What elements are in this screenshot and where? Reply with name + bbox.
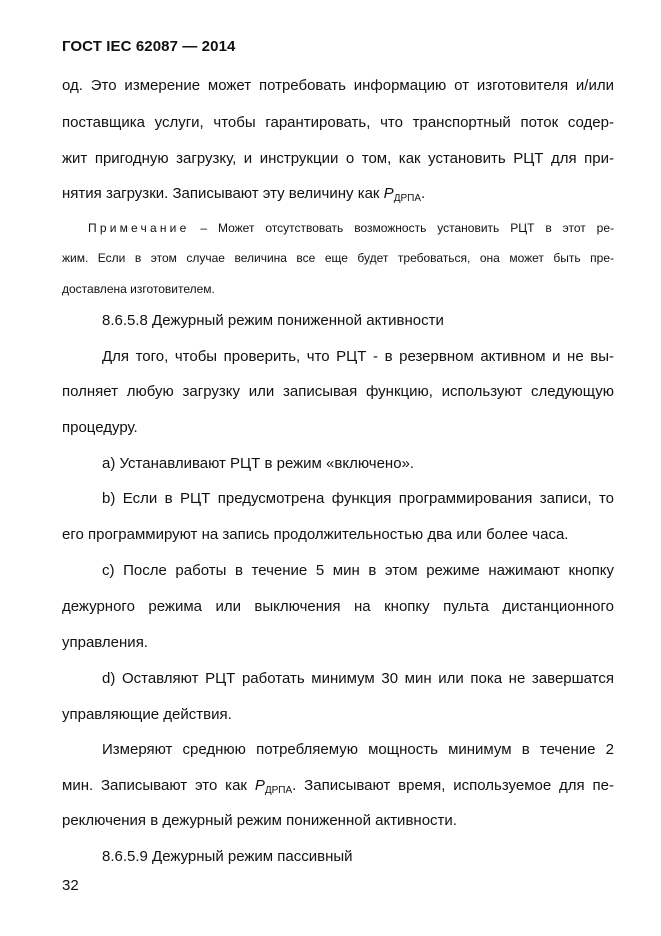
paragraph-line: жит пригодную загрузку, и инструкции о том, как установить РЦТ для при- bbox=[62, 150, 614, 167]
power-symbol: P bbox=[383, 185, 394, 202]
document-header: ГОСТ IEC 62087 — 2014 bbox=[62, 38, 236, 55]
note-line bbox=[88, 221, 614, 235]
paragraph-line: реключения в дежурный режим пониженной активности. bbox=[62, 812, 457, 829]
paragraph-text: мин. Записывают это как bbox=[62, 777, 255, 794]
paragraph-text: . bbox=[421, 185, 426, 202]
note-label: Примечание bbox=[88, 221, 190, 235]
list-item-d-continuation: управляющие действия. bbox=[62, 706, 232, 723]
paragraph-text: нятия загрузки. Записывают эту величину как bbox=[62, 185, 384, 202]
paragraph-line: процедуру. bbox=[62, 419, 138, 436]
power-subscript: ДРПА bbox=[393, 193, 421, 204]
list-item-d: d) Оставляют РЦТ работать минимум 30 мин или пока не завершатся bbox=[102, 670, 614, 687]
paragraph-line: Измеряют среднюю потребляемую мощность минимум в течение 2 bbox=[102, 741, 614, 758]
paragraph-text: . Записывают время, используемое для пе- bbox=[292, 777, 614, 794]
section-heading: 8.6.5.8 Дежурный режим пониженной активности bbox=[102, 312, 444, 329]
paragraph-line: од. Это измерение может потребовать информацию от изготовителя и/или bbox=[62, 77, 614, 94]
page-number: 32 bbox=[62, 877, 79, 894]
paragraph-line bbox=[62, 777, 614, 795]
list-item-b-continuation: его программируют на запись продолжительностью два или более часа. bbox=[62, 526, 569, 543]
list-item-c: c) После работы в течение 5 мин в этом режиме нажимают кнопку bbox=[102, 562, 614, 579]
paragraph-line: полняет любую загрузку или записывая функцию, используют следующую bbox=[62, 383, 614, 400]
power-symbol: P bbox=[254, 777, 265, 794]
note-text: – Может отсутствовать возможность установить РЦТ в этот ре- bbox=[189, 221, 614, 235]
note-line: доставлена изготовителем. bbox=[62, 282, 215, 296]
note-line: жим. Если в этом случае величина все еще будет требоваться, она может быть пре- bbox=[62, 251, 614, 265]
list-item-b: b) Если в РЦТ предусмотрена функция программирования записи, то bbox=[102, 490, 614, 507]
list-item-a: a) Устанавливают РЦТ в режим «включено». bbox=[102, 455, 415, 472]
power-subscript: ДРПА bbox=[264, 785, 293, 796]
paragraph-line bbox=[62, 185, 614, 203]
paragraph-line: поставщика услуги, чтобы гарантировать, что транспортный поток содер- bbox=[62, 114, 614, 131]
section-heading: 8.6.5.9 Дежурный режим пассивный bbox=[102, 848, 353, 865]
list-item-c-continuation: управления. bbox=[62, 634, 148, 651]
paragraph-line: Для того, чтобы проверить, что РЦТ - в резервном активном и не вы- bbox=[102, 348, 614, 365]
list-item-c-continuation: дежурного режима или выключения на кнопку пульта дистанционного bbox=[62, 598, 614, 615]
